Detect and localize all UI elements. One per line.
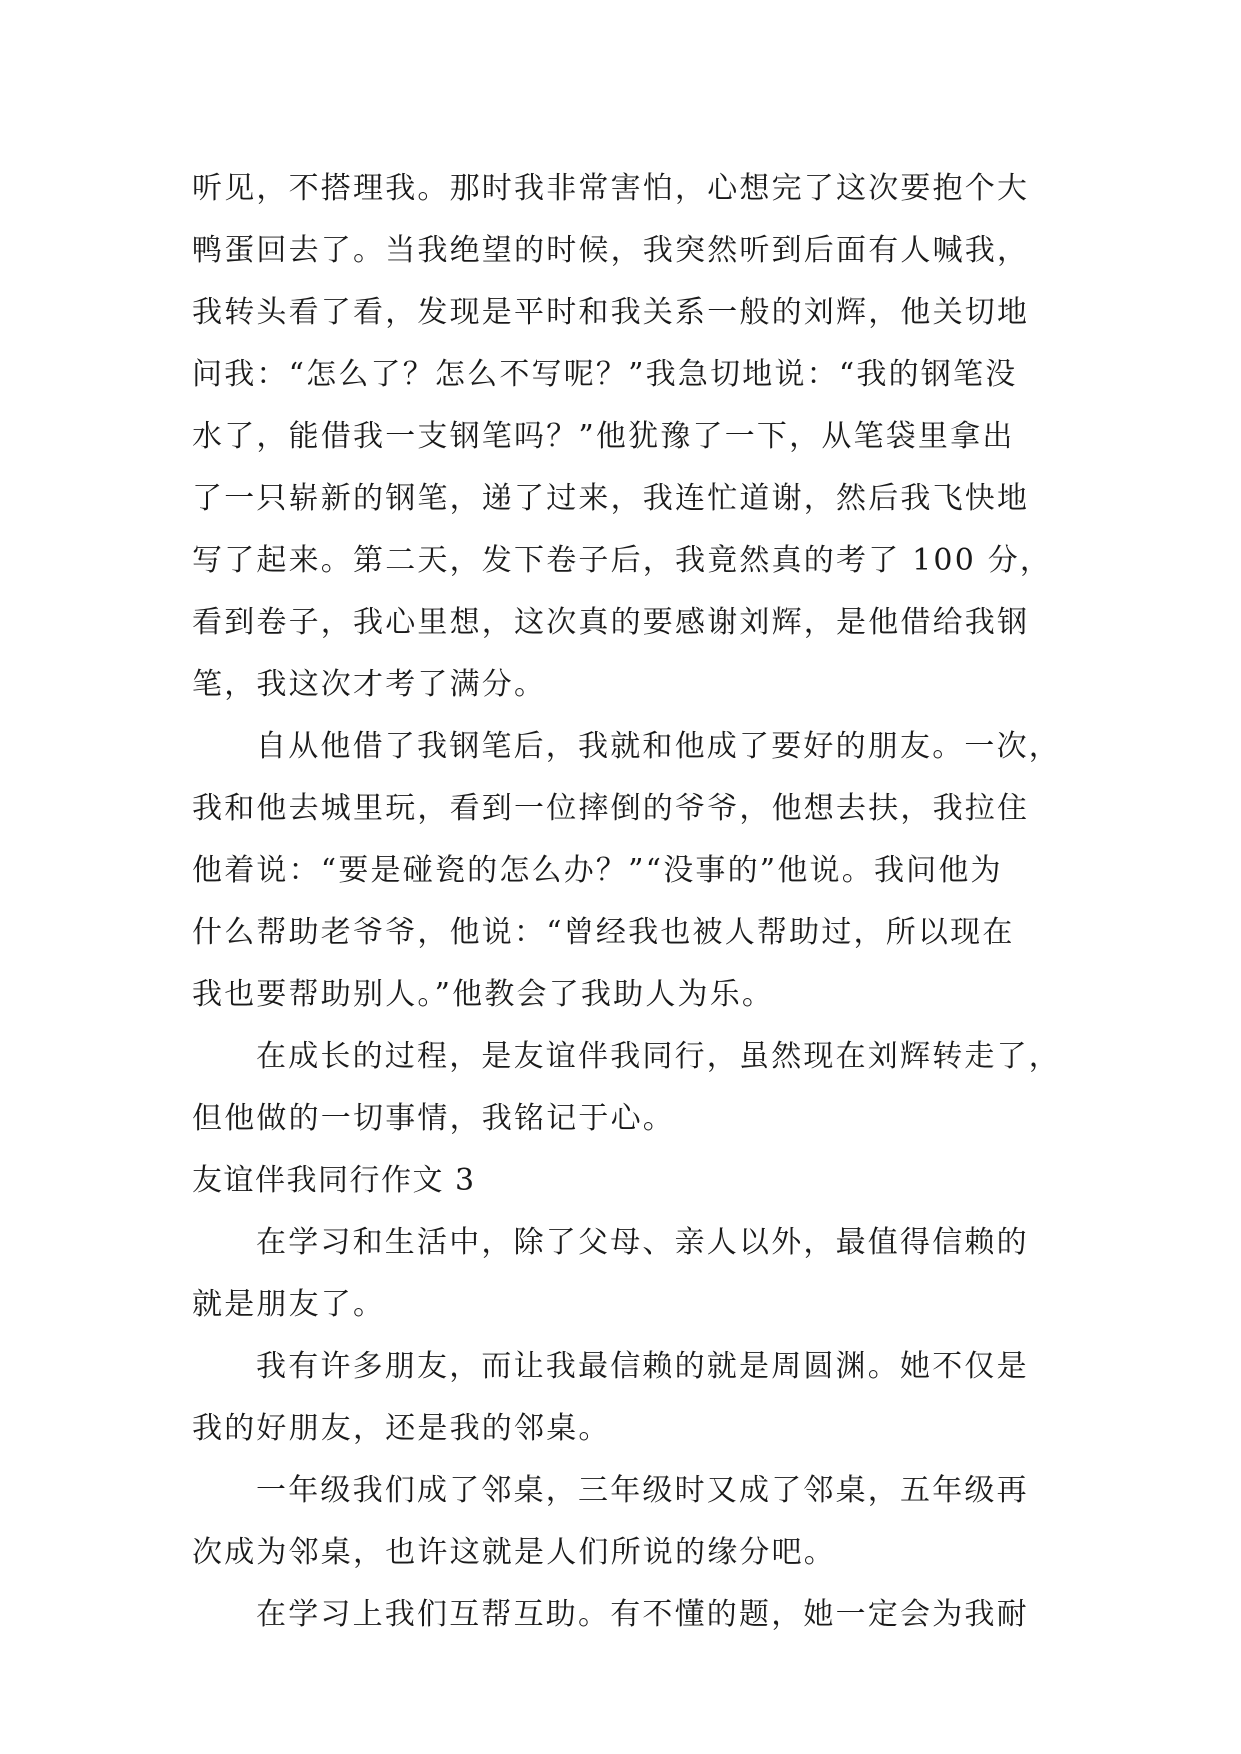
- text-line: 什么帮助老爷爷，他说：“曾经我也被人帮助过，所以现在: [192, 915, 1015, 950]
- text-line: 我和他去城里玩，看到一位摔倒的爷爷，他想去扶，我拉住: [192, 791, 1030, 826]
- paragraph-first-line: 一年级我们成了邻桌，三年级时又成了邻桌，五年级再: [256, 1473, 1029, 1508]
- text-line: 问我：“怎么了？怎么不写呢？”我急切地说：“我的钢笔没: [192, 357, 1018, 392]
- text-line: 看到卷子，我心里想，这次真的要感谢刘辉，是他借给我钢: [192, 605, 1030, 640]
- paragraph-first-line: 在学习和生活中，除了父母、亲人以外，最值得信赖的: [256, 1225, 1029, 1260]
- text-line: 我转头看了看，发现是平时和我关系一般的刘辉，他关切地: [192, 295, 1030, 330]
- text-line: 我也要帮助别人。”他教会了我助人为乐。: [192, 977, 775, 1012]
- section-heading: 友谊伴我同行作文 3: [192, 1163, 476, 1198]
- text-line: 他着说：“要是碰瓷的怎么办？”“没事的”他说。我问他为: [192, 853, 1003, 888]
- text-line: 但他做的一切事情，我铭记于心。: [192, 1101, 675, 1136]
- paragraph-first-line: 在成长的过程，是友谊伴我同行，虽然现在刘辉转走了，: [256, 1039, 1061, 1074]
- text-line: 水了，能借我一支钢笔吗？”他犹豫了一下，从笔袋里拿出: [192, 419, 1015, 454]
- essay-body: [192, 158, 1062, 1646]
- text-line: 就是朋友了。: [192, 1287, 386, 1322]
- paragraph-first-line: 自从他借了我钢笔后，我就和他成了要好的朋友。一次，: [256, 729, 1061, 764]
- paragraph-first-line: 我有许多朋友，而让我最信赖的就是周圆渊。她不仅是: [256, 1349, 1029, 1384]
- text-line: 我的好朋友，还是我的邻桌。: [192, 1411, 611, 1446]
- text-line: 了一只崭新的钢笔，递了过来，我连忙道谢，然后我飞快地: [192, 481, 1030, 516]
- text-line: 写了起来。第二天，发下卷子后，我竟然真的考了 100 分，: [192, 543, 1053, 578]
- text-line: 笔，我这次才考了满分。: [192, 667, 547, 702]
- text-line: 鸭蛋回去了。当我绝望的时候，我突然听到后面有人喊我，: [192, 233, 1030, 268]
- paragraph-first-line: 在学习上我们互帮互助。有不懂的题，她一定会为我耐: [256, 1597, 1029, 1632]
- text-line: 听见，不搭理我。那时我非常害怕，心想完了这次要抱个大: [192, 171, 1030, 206]
- text-line: 次成为邻桌，也许这就是人们所说的缘分吧。: [192, 1535, 836, 1570]
